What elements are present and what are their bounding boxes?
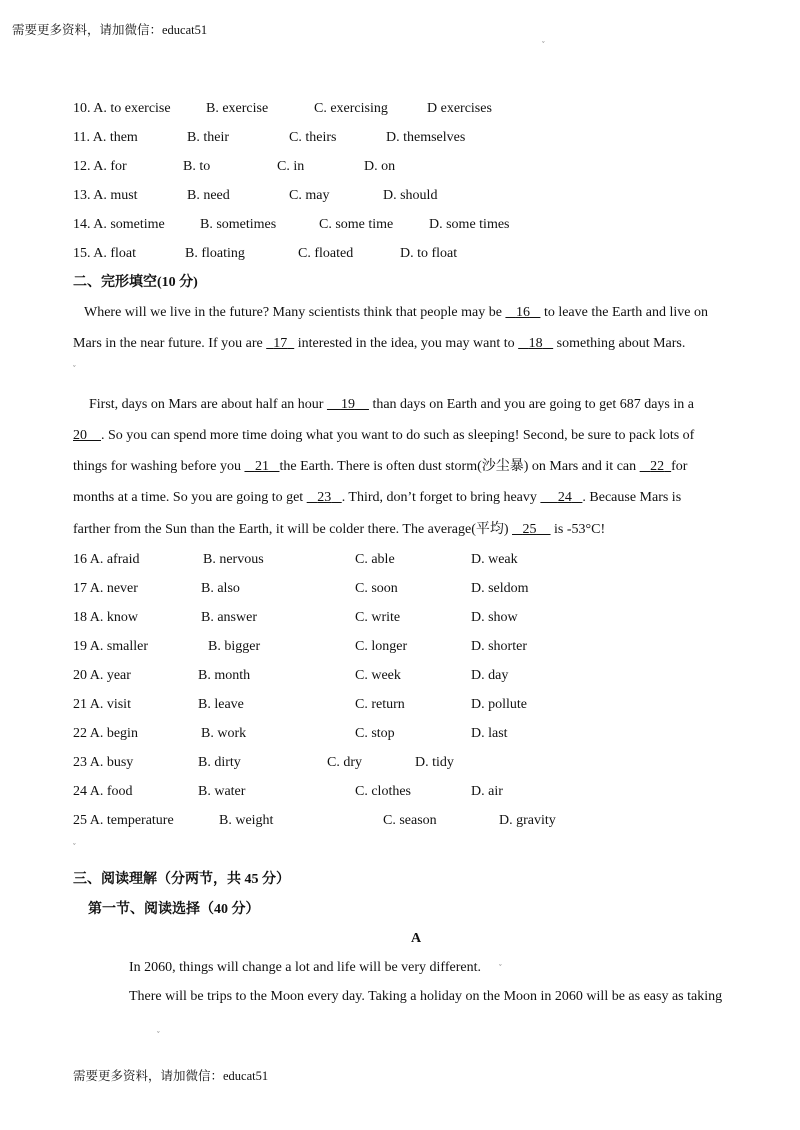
reading-paragraph-1: In 2060, things will change a lot and life will be very different. [129,960,481,975]
q24-c: C. clothes [355,784,411,799]
q22-b: B. work [201,726,247,741]
reading-paragraph-2: There will be trips to the Moon every day. Taking a holiday on the Moon in 2060 will be as easy as taking [129,989,723,1004]
blank-21: 21 [254,459,269,474]
q13-b: B. need [187,188,230,203]
q19-a: 19 A. smaller [73,639,149,654]
q23-d: D. tidy [415,755,454,770]
q21-c: C. return [355,697,405,712]
passage-a-heading: A [411,931,422,946]
q15-a: 15. A. float [73,246,136,261]
q17-c: C. soon [355,581,398,596]
q25-d: D. gravity [499,813,556,828]
q18-c: C. write [355,610,401,625]
q14-c: C. some time [319,217,394,232]
q24-b: B. water [198,784,246,799]
q16-d: D. weak [471,552,518,567]
q22-c: C. stop [355,726,395,741]
blank-25: 25 [522,522,537,537]
q20-d: D. day [471,668,509,683]
q17-a: 17 A. never [73,581,138,596]
q19-d: D. shorter [471,639,527,654]
q19-b: B. bigger [208,639,261,654]
passage-line-3: First, days on Mars are about half an hour 19 than days on Earth and you are going to get 687 days in a [89,397,694,412]
blank-24: 24 [557,490,572,505]
q16-a: 16 A. afraid [73,552,140,567]
blank-20: 20 [73,428,87,443]
q11-a: 11. A. them [73,130,138,145]
q20-b: B. month [198,668,251,683]
q14-d: D. some times [429,217,510,232]
q20-a: 20 A. year [73,668,131,683]
q21-a: 21 A. visit [73,697,131,712]
q10-c: C. exercising [314,101,388,116]
paragraph-mark: ˇ [157,1030,160,1039]
q17-d: D. seldom [471,581,529,596]
q11-d: D. themselves [386,130,466,145]
q22-a: 22 A. begin [73,726,138,741]
q23-a: 23 A. busy [73,755,134,770]
q22-d: D. last [471,726,508,741]
q11-c: C. theirs [289,130,337,145]
header-note: 需要更多资料，请加微信：educat51 [12,23,208,37]
q14-b: B. sometimes [200,217,277,232]
q25-c: C. season [383,813,437,828]
passage-line-7: farther from the Sun than the Earth, it will be colder there. The average(平均) 25 is -53°C! [73,522,606,537]
q25-a: 25 A. temperature [73,813,174,828]
q12-c: C. in [277,159,305,174]
q10-a: 10. A. to exercise [73,101,171,116]
q14-a: 14. A. sometime [73,217,165,232]
blank-22: 22 [650,459,665,474]
blank-23: 23 [317,490,332,505]
paragraph-mark: ˇ [499,963,502,972]
paragraph-mark: ˇ [73,842,76,851]
blank-17: 17 [273,336,288,351]
section-2-heading: 二、完形填空(10 分) [73,275,198,290]
section-3-subheading: 第一节、阅读选择（40 分） [88,902,260,917]
q10-b: B. exercise [206,101,269,116]
passage-line-1: Where will we live in the future? Many scientists think that people may be 16 to leave the Earth and live on [84,305,708,320]
q13-c: C. may [289,188,330,203]
q17-b: B. also [201,581,240,596]
q11-b: B. their [187,130,229,145]
q12-d: D. on [364,159,396,174]
q24-a: 24 A. food [73,784,133,799]
q18-a: 18 A. know [73,610,138,625]
paragraph-mark: ˇ [73,364,76,373]
q16-b: B. nervous [203,552,264,567]
passage-line-4: 20 . So you can spend more time doing what you want to do such as sleeping! Second, be sure to pack lots of [73,428,695,443]
footer-note: 需要更多资料，请加微信：educat51 [73,1069,269,1083]
blank-18: 18 [528,336,543,351]
q12-b: B. to [183,159,211,174]
q12-a: 12. A. for [73,159,127,174]
q21-b: B. leave [198,697,244,712]
q13-d: D. should [383,188,438,203]
passage-line-2: Mars in the near future. If you are 17 interested in the idea, you may want to 18 something about Mars. [73,336,686,351]
q23-b: B. dirty [198,755,241,770]
q16-c: C. able [355,552,395,567]
q25-b: B. weight [219,813,274,828]
q19-c: C. longer [355,639,408,654]
q23-c: C. dry [327,755,362,770]
q18-d: D. show [471,610,518,625]
passage-line-6: months at a time. So you are going to get 23 . Third, don’t forget to bring heavy 24 . Because Mars is [73,490,682,505]
q13-a: 13. A. must [73,188,138,203]
q15-b: B. floating [185,246,245,261]
section-3-heading: 三、阅读理解（分两节，共 45 分） [73,872,290,887]
passage-line-5: things for washing before you 21 the Earth. There is often dust storm(沙尘暴) on Mars and it can 22 for [73,459,688,474]
q15-d: D. to float [400,246,458,261]
paragraph-mark: ˇ [542,40,545,49]
q21-d: D. pollute [471,697,527,712]
blank-19: 19 [340,397,355,412]
q10-d: D exercises [427,101,492,116]
q20-c: C. week [355,668,401,683]
q24-d: D. air [471,784,503,799]
q18-b: B. answer [201,610,257,625]
q15-c: C. floated [298,246,354,261]
blank-16: 16 [515,305,530,320]
